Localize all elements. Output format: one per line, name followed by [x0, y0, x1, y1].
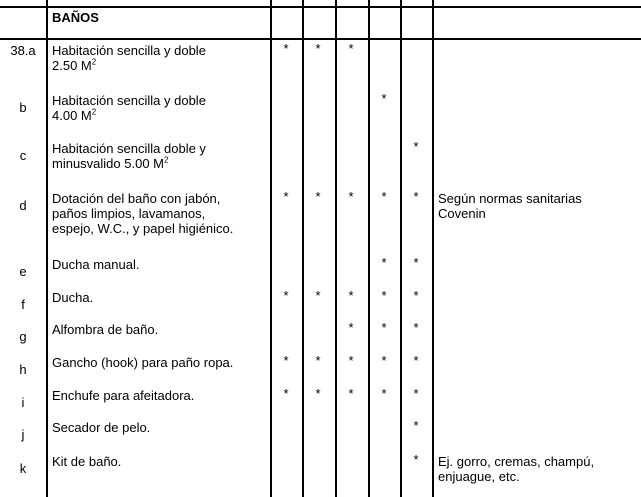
table-hline: [0, 38, 641, 40]
row-description-size: 2.50 M: [52, 58, 92, 73]
check-mark: *: [315, 353, 321, 368]
row-description-superscript: 2: [164, 155, 169, 165]
row-description: [52, 420, 272, 435]
check-mark: *: [381, 255, 387, 270]
check-mark: *: [348, 41, 354, 56]
row-description-text: Alfombra de baño.: [52, 322, 159, 337]
check-mark: *: [413, 452, 419, 467]
table-vline: [368, 0, 370, 497]
row-description-text: Ducha.: [52, 290, 94, 305]
check-mark: *: [348, 386, 354, 401]
check-mark: *: [413, 418, 419, 433]
check-mark: *: [283, 386, 289, 401]
row-description-text: Habitación sencilla y doble: [52, 43, 206, 58]
row-note: Según normas sanitarias Covenin: [438, 191, 582, 221]
check-mark: *: [283, 41, 289, 56]
row-description-size: 4.00 M: [52, 108, 92, 123]
row-code: g: [19, 329, 27, 344]
check-mark: *: [315, 189, 321, 204]
row-description: [52, 141, 272, 171]
check-mark: *: [413, 139, 419, 154]
row-description: [52, 388, 272, 403]
row-description-superscript: 2: [91, 107, 97, 117]
row-code: e: [19, 264, 27, 279]
check-mark: *: [413, 353, 419, 368]
row-description-text: Kit de baño.: [52, 454, 122, 469]
row-code: k: [19, 461, 27, 476]
check-mark: *: [348, 189, 354, 204]
row-description-superscript: 2: [91, 57, 97, 67]
row-description: [52, 355, 272, 370]
row-description: [52, 454, 272, 469]
check-mark: *: [348, 320, 354, 335]
row-description: [52, 43, 272, 73]
row-description: [52, 322, 272, 337]
check-mark: *: [315, 41, 321, 56]
table-hline: [0, 6, 641, 8]
check-mark: *: [283, 288, 289, 303]
check-mark: *: [381, 320, 387, 335]
row-description: [52, 93, 272, 123]
check-mark: *: [348, 353, 354, 368]
check-mark: *: [381, 288, 387, 303]
row-code: i: [21, 395, 25, 410]
check-mark: *: [381, 386, 387, 401]
row-description-text: Ducha manual.: [52, 257, 140, 272]
table-vline: [335, 0, 337, 497]
table-vline: [46, 0, 48, 497]
row-code: d: [19, 198, 27, 213]
row-description-size: minusvalido 5.00 M: [52, 156, 164, 171]
row-code: j: [21, 427, 25, 442]
row-code: c: [19, 148, 27, 163]
check-mark: *: [348, 288, 354, 303]
row-description: [52, 290, 272, 305]
row-description-text: Habitación sencilla doble y: [52, 141, 206, 156]
section-title: BAÑOS: [52, 10, 99, 25]
check-mark: *: [413, 320, 419, 335]
row-description: [52, 191, 272, 236]
check-mark: *: [413, 189, 419, 204]
check-mark: *: [413, 255, 419, 270]
row-code: b: [19, 100, 27, 115]
row-code: f: [21, 297, 25, 312]
check-mark: *: [283, 189, 289, 204]
row-description-text: Gancho (hook) para paño ropa.: [52, 355, 234, 370]
check-mark: *: [283, 353, 289, 368]
row-description-text: Enchufe para afeitadora.: [52, 388, 195, 403]
check-mark: *: [381, 189, 387, 204]
row-description-text: Dotación del baño con jabón, paños limpios, lavamanos, espejo, W.C., y papel higiénico.: [52, 191, 234, 236]
check-mark: *: [381, 353, 387, 368]
row-code: h: [19, 362, 27, 377]
row-description: [52, 257, 272, 272]
row-note: Ej. gorro, cremas, champú, enjuague, etc.: [438, 454, 595, 484]
check-mark: *: [413, 386, 419, 401]
check-mark: *: [315, 288, 321, 303]
row-code: 38.a: [10, 43, 36, 58]
check-mark: *: [315, 386, 321, 401]
check-mark: *: [413, 288, 419, 303]
table-vline: [302, 0, 304, 497]
row-description-text: Habitación sencilla y doble: [52, 93, 206, 108]
table-vline: [432, 0, 434, 497]
row-description-text: Secador de pelo.: [52, 420, 151, 435]
check-mark: *: [381, 91, 387, 106]
